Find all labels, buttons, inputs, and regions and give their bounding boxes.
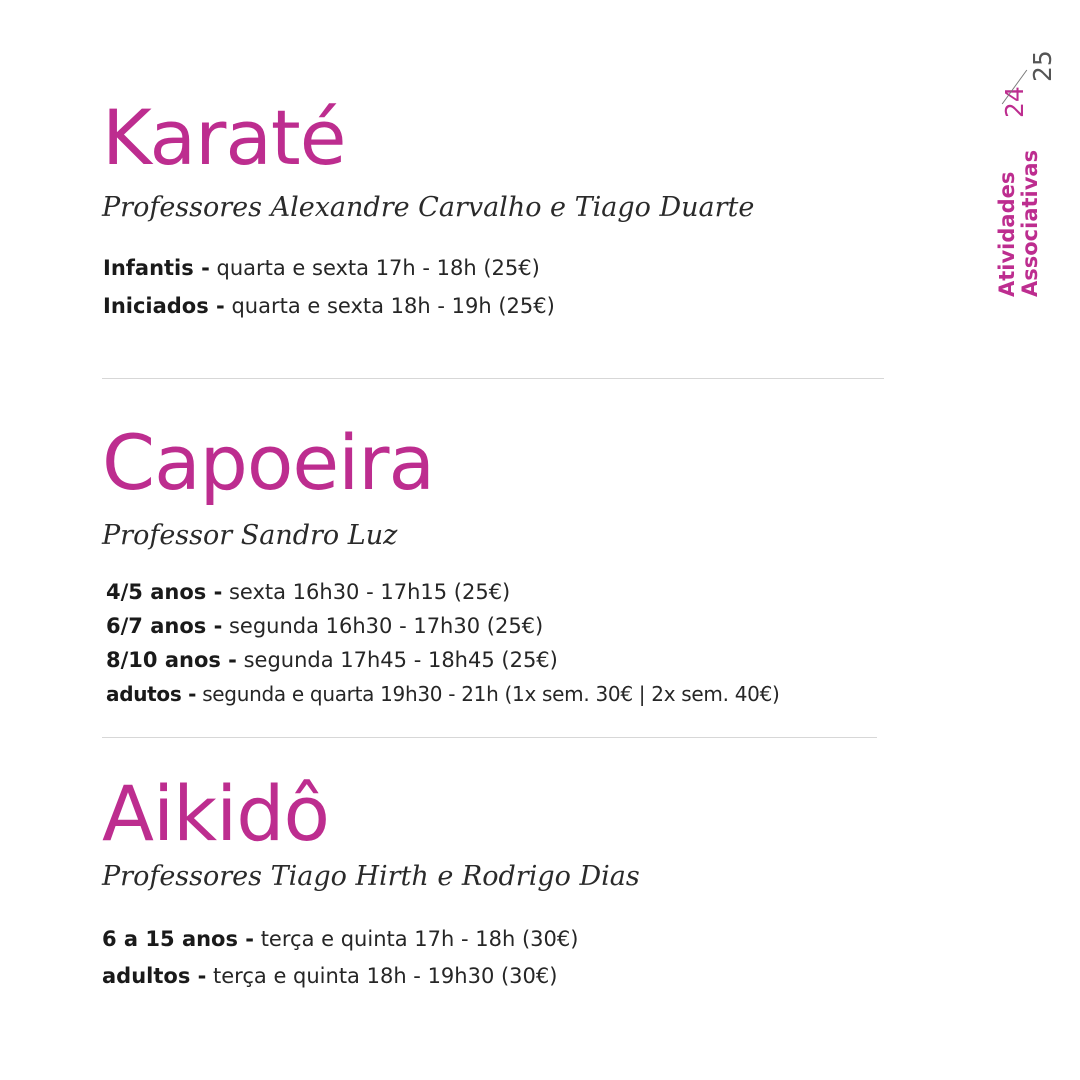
schedule-item [106, 580, 780, 614]
section-teachers: Professores Tiago Hirth e Rodrigo Dias [102, 861, 640, 892]
section-teachers: Professor Sandro Luz [102, 520, 398, 551]
schedule-list [106, 580, 780, 716]
schedule-group: Infantis - [103, 256, 210, 280]
schedule-list [102, 927, 578, 1001]
schedule-details: segunda e quarta 19h30 - 21h (1x sem. 30€ | 2x sem. 40€) [202, 682, 780, 706]
schedule-group: Iniciados - [103, 294, 225, 318]
schedule-details: sexta 16h30 - 17h15 (25€) [228, 580, 511, 604]
schedule-group: adultos - [102, 964, 207, 988]
section-title: Karaté [102, 93, 346, 182]
schedule-item [102, 927, 578, 964]
section-title: Aikidô [102, 769, 329, 858]
schedule-item [103, 294, 555, 332]
year-start: 24 [1000, 86, 1029, 118]
section-label-line1: Atividades [995, 171, 1019, 297]
sidebar-label-block [995, 50, 1057, 297]
section-teachers: Professores Alexandre Carvalho e Tiago Duarte [102, 192, 755, 223]
section-label-line2: Associativas [1018, 149, 1042, 297]
schedule-list [103, 256, 555, 332]
divider [102, 378, 884, 379]
schedule-details: segunda 16h30 - 17h30 (25€) [228, 614, 544, 638]
year-end: 25 [1028, 50, 1057, 82]
schedule-details: quarta e sexta 17h - 18h (25€) [216, 256, 540, 280]
schedule-group: 6/7 anos - [106, 614, 223, 638]
section-label [996, 150, 1042, 297]
schedule-item [106, 614, 780, 648]
schedule-item [102, 964, 578, 1001]
section-title: Capoeira [102, 418, 435, 507]
schedule-details: quarta e sexta 18h - 19h (25€) [231, 294, 555, 318]
schedule-group: 4/5 anos - [106, 580, 223, 604]
schedule-group: 8/10 anos - [106, 648, 237, 672]
schedule-details: terça e quinta 17h - 18h (30€) [260, 927, 579, 951]
divider [102, 737, 877, 738]
schedule-item [106, 648, 780, 682]
schedule-details: segunda 17h45 - 18h45 (25€) [243, 648, 558, 672]
schedule-item [103, 256, 555, 294]
schedule-details: terça e quinta 18h - 19h30 (30€) [213, 964, 558, 988]
schedule-group: adutos - [106, 682, 197, 706]
schedule-group: 6 a 15 anos - [102, 927, 255, 951]
schedule-item [106, 682, 780, 716]
